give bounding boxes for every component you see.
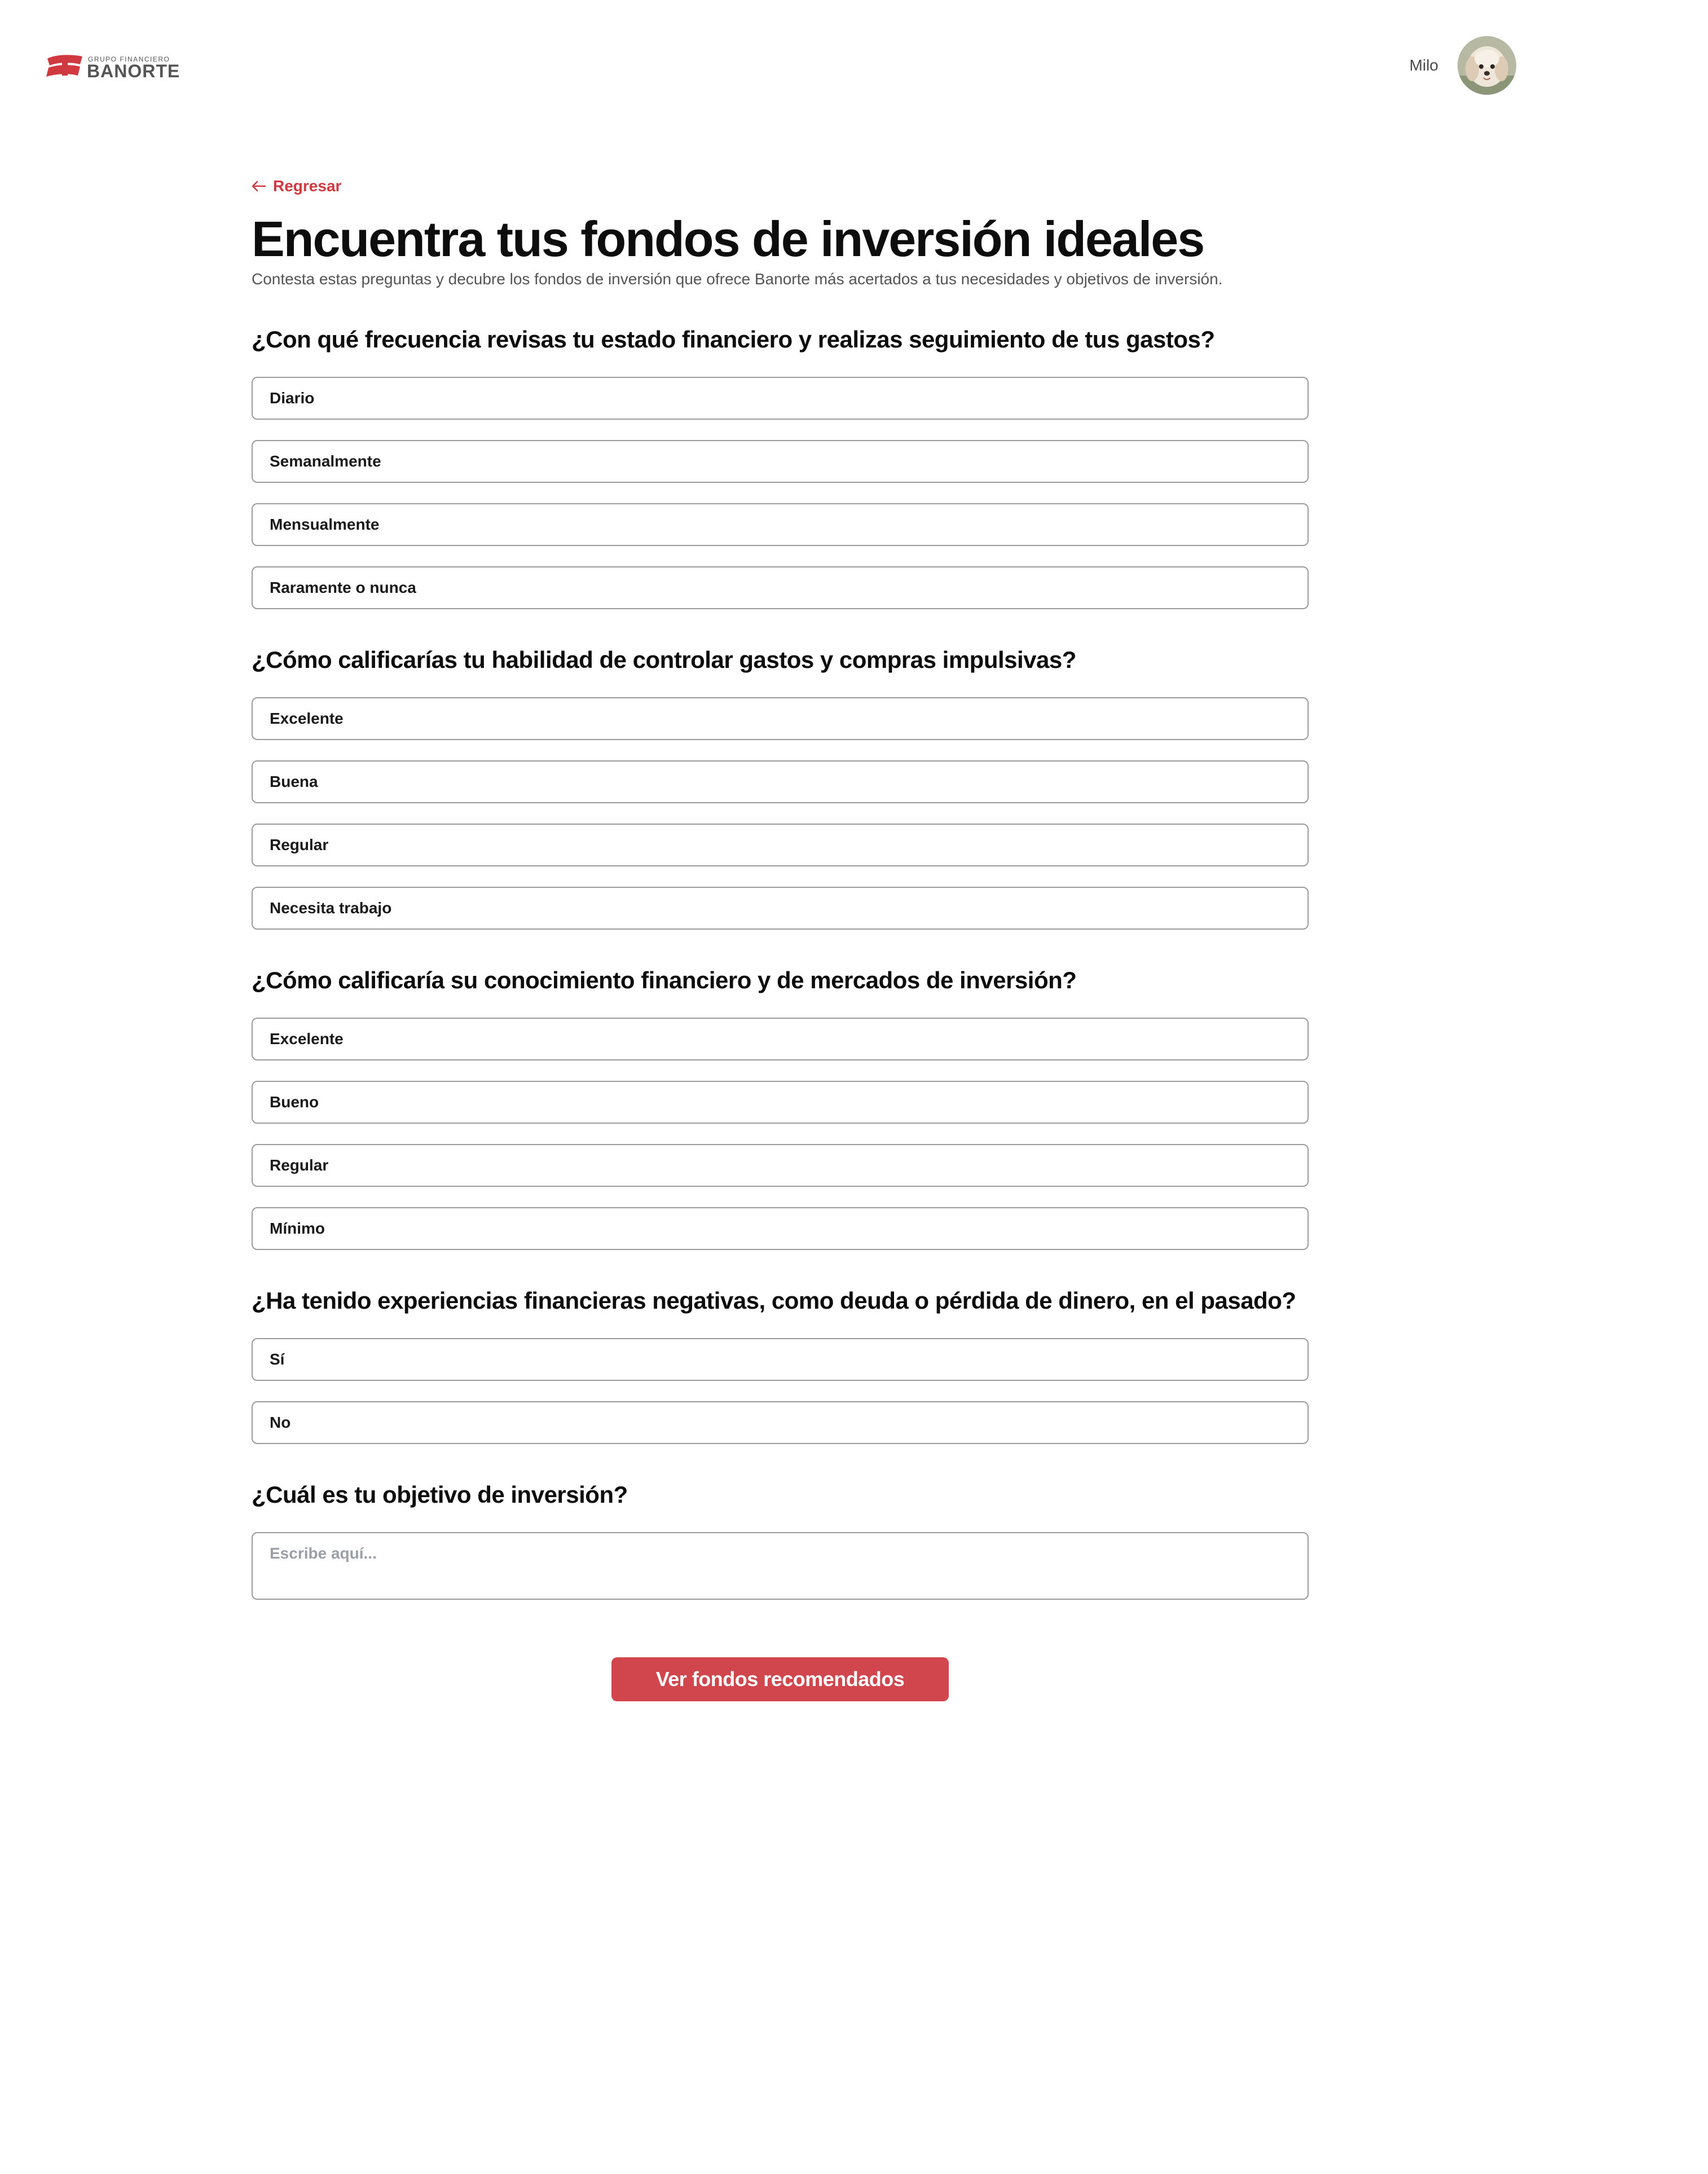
question-review-frequency [252,325,1309,609]
option-excelente[interactable]: Excelente [252,1018,1309,1060]
user-name[interactable]: Milo [1409,56,1438,74]
option-mensualmente[interactable]: Mensualmente [252,503,1309,546]
option-raramente-o-nunca[interactable]: Raramente o nunca [252,566,1309,609]
option-bueno[interactable]: Bueno [252,1081,1309,1124]
user-avatar[interactable] [1458,36,1516,95]
question-spending-control [252,645,1309,930]
question-title: ¿Ha tenido experiencias financieras negativas, como deuda o pérdida de dinero, en el pasado? [252,1287,1296,1314]
logo-name: BANORTE [87,61,181,81]
arrow-left-icon [252,181,266,192]
question-investment-objective [252,1480,1309,1600]
page-title: Encuentra tus fondos de inversión ideales [252,211,1204,267]
question-financial-knowledge [252,966,1309,1250]
option-buena[interactable]: Buena [252,760,1309,803]
top-header [0,0,1708,130]
submit-container [252,1657,1309,1701]
dog-avatar-icon [1458,36,1516,95]
logo-subtitle: GRUPO FINANCIERO [88,55,170,63]
question-title: ¿Cuál es tu objetivo de inversión? [252,1481,628,1508]
question-title: ¿Con qué frecuencia revisas tu estado financiero y realizas seguimiento de tus gastos? [252,325,1215,353]
option-semanalmente[interactable]: Semanalmente [252,440,1309,483]
question-negative-experiences [252,1286,1309,1444]
option-excelente[interactable]: Excelente [252,697,1309,740]
back-link-label: Regresar [273,177,342,195]
option-regular[interactable]: Regular [252,1144,1309,1187]
option-necesita-trabajo[interactable]: Necesita trabajo [252,887,1309,930]
option-diario[interactable]: Diario [252,377,1309,420]
option-minimo[interactable]: Mínimo [252,1207,1309,1250]
question-title: ¿Cómo calificarías tu habilidad de controlar gastos y compras impulsivas? [252,646,1076,673]
back-link[interactable] [252,175,341,197]
option-regular[interactable]: Regular [252,824,1309,866]
banorte-logo-icon [45,53,85,79]
question-title: ¿Cómo calificaría su conocimiento financiero y de mercados de inversión? [252,966,1077,993]
see-recommended-funds-button[interactable]: Ver fondos recomendados [611,1657,949,1701]
objective-input[interactable] [252,1532,1309,1600]
page-subtitle: Contesta estas preguntas y decubre los fondos de inversión que ofrece Banorte más acertados a tus necesidades y objetivos de inversión. [252,270,1223,288]
option-no[interactable]: No [252,1401,1309,1444]
banorte-logo[interactable] [45,53,203,81]
questionnaire-main [252,175,1309,1701]
option-si[interactable]: Sí [252,1338,1309,1381]
